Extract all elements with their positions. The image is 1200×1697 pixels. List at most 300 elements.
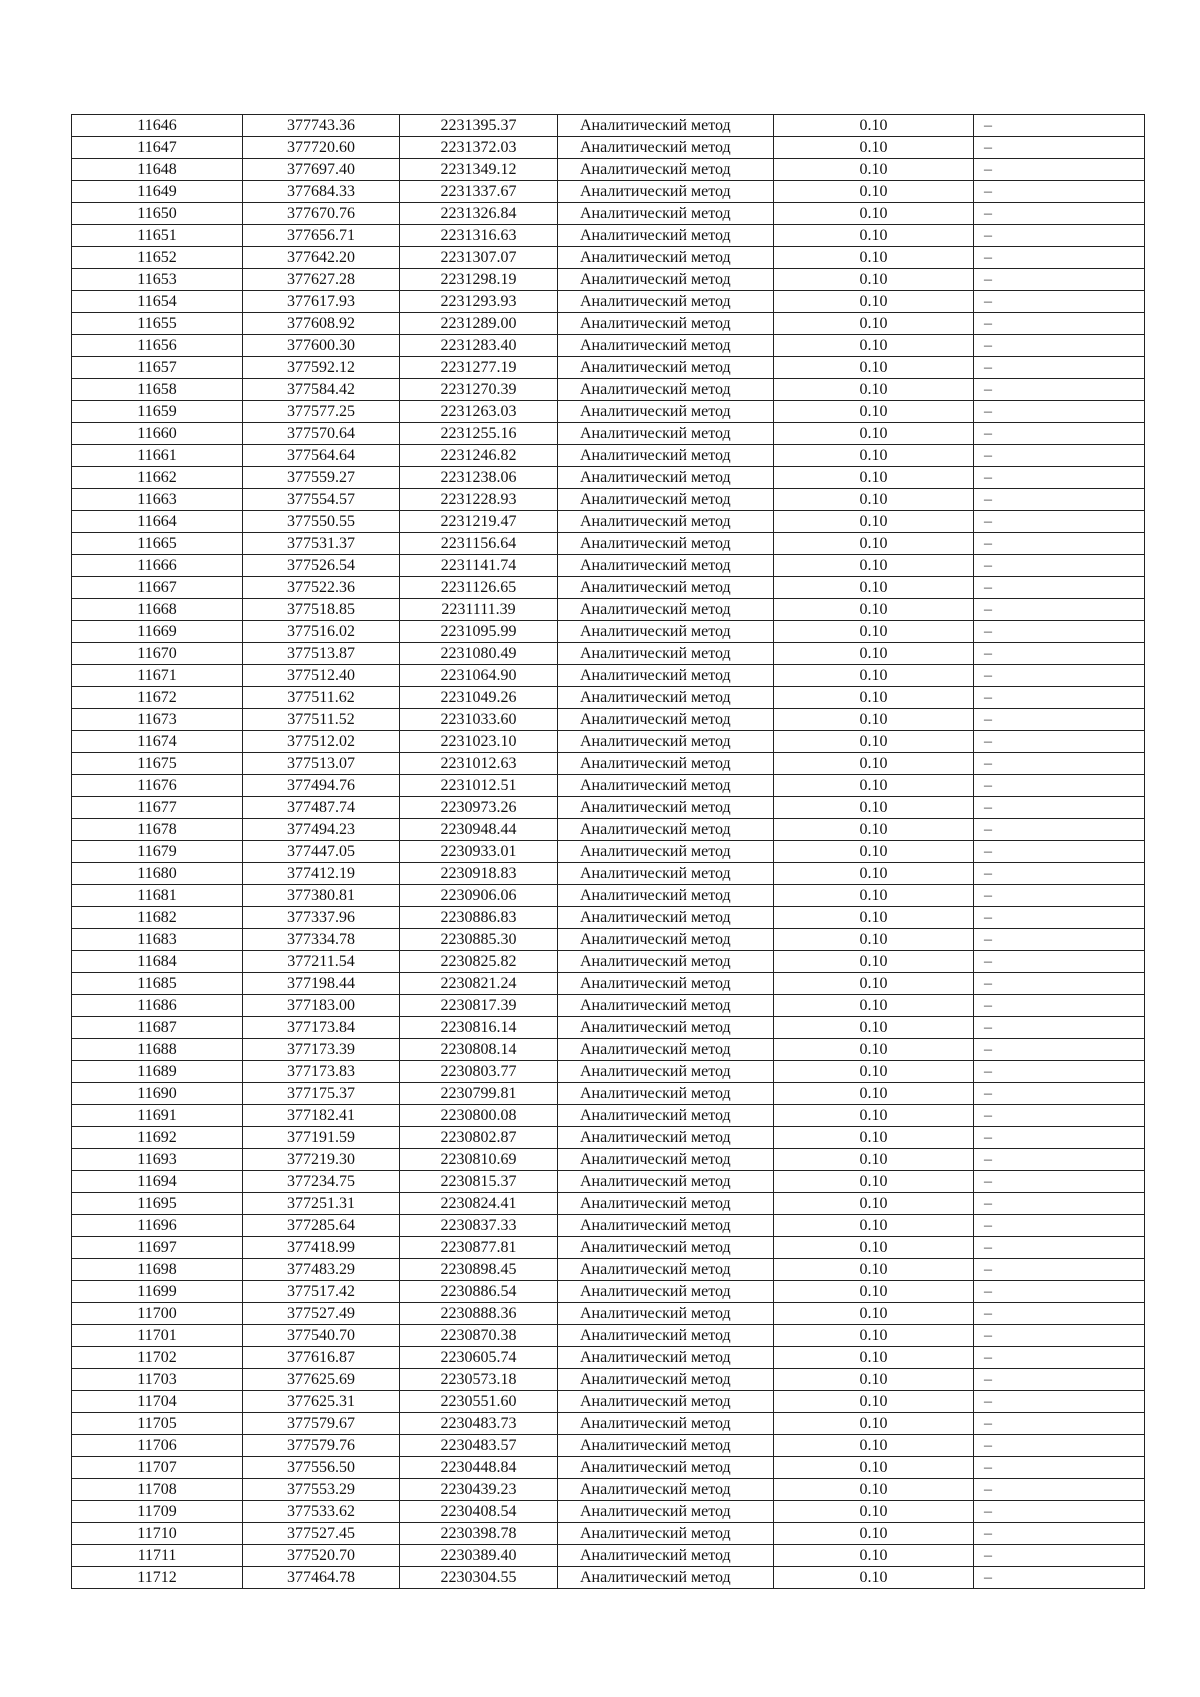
x-coordinate-cell: 377743.36 <box>243 115 400 137</box>
y-coordinate-cell: 2231156.64 <box>400 533 558 555</box>
note-cell: – <box>974 1413 1145 1435</box>
method-cell: Аналитический метод <box>558 951 774 973</box>
point-number-cell: 11704 <box>72 1391 243 1413</box>
point-number-cell: 11684 <box>72 951 243 973</box>
table-row <box>72 445 1145 467</box>
method-cell: Аналитический метод <box>558 797 774 819</box>
table-row <box>72 1039 1145 1061</box>
y-coordinate-cell: 2230389.40 <box>400 1545 558 1567</box>
accuracy-cell: 0.10 <box>774 357 974 379</box>
note-cell: – <box>974 929 1145 951</box>
method-cell: Аналитический метод <box>558 1237 774 1259</box>
y-coordinate-cell: 2231316.63 <box>400 225 558 247</box>
y-coordinate-cell: 2230483.57 <box>400 1435 558 1457</box>
note-cell: – <box>974 313 1145 335</box>
accuracy-cell: 0.10 <box>774 511 974 533</box>
y-coordinate-cell: 2231326.84 <box>400 203 558 225</box>
y-coordinate-cell: 2231219.47 <box>400 511 558 533</box>
point-number-cell: 11681 <box>72 885 243 907</box>
table-row <box>72 1215 1145 1237</box>
x-coordinate-cell: 377670.76 <box>243 203 400 225</box>
point-number-cell: 11702 <box>72 1347 243 1369</box>
table-row <box>72 357 1145 379</box>
note-cell: – <box>974 1193 1145 1215</box>
point-number-cell: 11659 <box>72 401 243 423</box>
point-number-cell: 11687 <box>72 1017 243 1039</box>
note-cell: – <box>974 467 1145 489</box>
point-number-cell: 11658 <box>72 379 243 401</box>
method-cell: Аналитический метод <box>558 1347 774 1369</box>
method-cell: Аналитический метод <box>558 1413 774 1435</box>
note-cell: – <box>974 247 1145 269</box>
x-coordinate-cell: 377175.37 <box>243 1083 400 1105</box>
method-cell: Аналитический метод <box>558 819 774 841</box>
point-number-cell: 11663 <box>72 489 243 511</box>
x-coordinate-cell: 377625.31 <box>243 1391 400 1413</box>
x-coordinate-cell: 377642.20 <box>243 247 400 269</box>
point-number-cell: 11650 <box>72 203 243 225</box>
method-cell: Аналитический метод <box>558 1303 774 1325</box>
y-coordinate-cell: 2230877.81 <box>400 1237 558 1259</box>
y-coordinate-cell: 2230448.84 <box>400 1457 558 1479</box>
note-cell: – <box>974 885 1145 907</box>
y-coordinate-cell: 2230933.01 <box>400 841 558 863</box>
x-coordinate-cell: 377512.02 <box>243 731 400 753</box>
note-cell: – <box>974 555 1145 577</box>
table-row <box>72 247 1145 269</box>
note-cell: – <box>974 1457 1145 1479</box>
table-row <box>72 1457 1145 1479</box>
x-coordinate-cell: 377513.07 <box>243 753 400 775</box>
note-cell: – <box>974 995 1145 1017</box>
point-number-cell: 11712 <box>72 1567 243 1589</box>
method-cell: Аналитический метод <box>558 313 774 335</box>
y-coordinate-cell: 2231289.00 <box>400 313 558 335</box>
point-number-cell: 11677 <box>72 797 243 819</box>
y-coordinate-cell: 2230398.78 <box>400 1523 558 1545</box>
method-cell: Аналитический метод <box>558 1523 774 1545</box>
note-cell: – <box>974 775 1145 797</box>
note-cell: – <box>974 907 1145 929</box>
x-coordinate-cell: 377380.81 <box>243 885 400 907</box>
accuracy-cell: 0.10 <box>774 1083 974 1105</box>
method-cell: Аналитический метод <box>558 775 774 797</box>
y-coordinate-cell: 2231033.60 <box>400 709 558 731</box>
y-coordinate-cell: 2230973.26 <box>400 797 558 819</box>
point-number-cell: 11691 <box>72 1105 243 1127</box>
y-coordinate-cell: 2230837.33 <box>400 1215 558 1237</box>
table-row <box>72 1259 1145 1281</box>
point-number-cell: 11688 <box>72 1039 243 1061</box>
y-coordinate-cell: 2231349.12 <box>400 159 558 181</box>
point-number-cell: 11709 <box>72 1501 243 1523</box>
point-number-cell: 11654 <box>72 291 243 313</box>
point-number-cell: 11669 <box>72 621 243 643</box>
accuracy-cell: 0.10 <box>774 819 974 841</box>
table-row <box>72 203 1145 225</box>
y-coordinate-cell: 2231337.67 <box>400 181 558 203</box>
y-coordinate-cell: 2231012.51 <box>400 775 558 797</box>
table-row <box>72 379 1145 401</box>
x-coordinate-cell: 377527.45 <box>243 1523 400 1545</box>
table-row <box>72 1281 1145 1303</box>
method-cell: Аналитический метод <box>558 1259 774 1281</box>
x-coordinate-cell: 377512.40 <box>243 665 400 687</box>
method-cell: Аналитический метод <box>558 1281 774 1303</box>
method-cell: Аналитический метод <box>558 1127 774 1149</box>
point-number-cell: 11686 <box>72 995 243 1017</box>
table-row <box>72 1347 1145 1369</box>
note-cell: – <box>974 599 1145 621</box>
point-number-cell: 11689 <box>72 1061 243 1083</box>
y-coordinate-cell: 2230886.54 <box>400 1281 558 1303</box>
x-coordinate-cell: 377553.29 <box>243 1479 400 1501</box>
x-coordinate-cell: 377418.99 <box>243 1237 400 1259</box>
method-cell: Аналитический метод <box>558 885 774 907</box>
method-cell: Аналитический метод <box>558 621 774 643</box>
note-cell: – <box>974 819 1145 841</box>
table-row <box>72 643 1145 665</box>
point-number-cell: 11655 <box>72 313 243 335</box>
y-coordinate-cell: 2230948.44 <box>400 819 558 841</box>
x-coordinate-cell: 377556.50 <box>243 1457 400 1479</box>
x-coordinate-cell: 377656.71 <box>243 225 400 247</box>
method-cell: Аналитический метод <box>558 1501 774 1523</box>
note-cell: – <box>974 1523 1145 1545</box>
table-row <box>72 1479 1145 1501</box>
table-row <box>72 1237 1145 1259</box>
table-row <box>72 621 1145 643</box>
method-cell: Аналитический метод <box>558 1545 774 1567</box>
x-coordinate-cell: 377516.02 <box>243 621 400 643</box>
point-number-cell: 11674 <box>72 731 243 753</box>
y-coordinate-cell: 2230918.83 <box>400 863 558 885</box>
x-coordinate-cell: 377183.00 <box>243 995 400 1017</box>
y-coordinate-cell: 2230803.77 <box>400 1061 558 1083</box>
point-number-cell: 11703 <box>72 1369 243 1391</box>
point-number-cell: 11696 <box>72 1215 243 1237</box>
accuracy-cell: 0.10 <box>774 995 974 1017</box>
accuracy-cell: 0.10 <box>774 1127 974 1149</box>
x-coordinate-cell: 377627.28 <box>243 269 400 291</box>
x-coordinate-cell: 377487.74 <box>243 797 400 819</box>
accuracy-cell: 0.10 <box>774 797 974 819</box>
note-cell: – <box>974 159 1145 181</box>
accuracy-cell: 0.10 <box>774 709 974 731</box>
note-cell: – <box>974 1017 1145 1039</box>
table-row <box>72 1171 1145 1193</box>
x-coordinate-cell: 377616.87 <box>243 1347 400 1369</box>
table-row <box>72 1105 1145 1127</box>
table-row <box>72 797 1145 819</box>
table-row <box>72 687 1145 709</box>
point-number-cell: 11648 <box>72 159 243 181</box>
table-row <box>72 1545 1145 1567</box>
table-row <box>72 225 1145 247</box>
note-cell: – <box>974 1039 1145 1061</box>
point-number-cell: 11701 <box>72 1325 243 1347</box>
point-number-cell: 11652 <box>72 247 243 269</box>
method-cell: Аналитический метод <box>558 643 774 665</box>
point-number-cell: 11710 <box>72 1523 243 1545</box>
accuracy-cell: 0.10 <box>774 1347 974 1369</box>
y-coordinate-cell: 2231080.49 <box>400 643 558 665</box>
x-coordinate-cell: 377600.30 <box>243 335 400 357</box>
accuracy-cell: 0.10 <box>774 1215 974 1237</box>
point-number-cell: 11694 <box>72 1171 243 1193</box>
accuracy-cell: 0.10 <box>774 885 974 907</box>
method-cell: Аналитический метод <box>558 1435 774 1457</box>
note-cell: – <box>974 511 1145 533</box>
method-cell: Аналитический метод <box>558 841 774 863</box>
y-coordinate-cell: 2230439.23 <box>400 1479 558 1501</box>
point-number-cell: 11657 <box>72 357 243 379</box>
method-cell: Аналитический метод <box>558 863 774 885</box>
method-cell: Аналитический метод <box>558 929 774 951</box>
note-cell: – <box>974 1479 1145 1501</box>
accuracy-cell: 0.10 <box>774 1545 974 1567</box>
y-coordinate-cell: 2230886.83 <box>400 907 558 929</box>
y-coordinate-cell: 2231095.99 <box>400 621 558 643</box>
note-cell: – <box>974 1435 1145 1457</box>
method-cell: Аналитический метод <box>558 1457 774 1479</box>
table-row <box>72 951 1145 973</box>
method-cell: Аналитический метод <box>558 709 774 731</box>
table-row <box>72 423 1145 445</box>
table-row <box>72 1435 1145 1457</box>
table-row <box>72 1193 1145 1215</box>
point-number-cell: 11664 <box>72 511 243 533</box>
note-cell: – <box>974 445 1145 467</box>
point-number-cell: 11698 <box>72 1259 243 1281</box>
y-coordinate-cell: 2230551.60 <box>400 1391 558 1413</box>
point-number-cell: 11668 <box>72 599 243 621</box>
accuracy-cell: 0.10 <box>774 731 974 753</box>
x-coordinate-cell: 377527.49 <box>243 1303 400 1325</box>
note-cell: – <box>974 1171 1145 1193</box>
accuracy-cell: 0.10 <box>774 115 974 137</box>
table-row <box>72 335 1145 357</box>
x-coordinate-cell: 377219.30 <box>243 1149 400 1171</box>
x-coordinate-cell: 377251.31 <box>243 1193 400 1215</box>
point-number-cell: 11656 <box>72 335 243 357</box>
y-coordinate-cell: 2231270.39 <box>400 379 558 401</box>
note-cell: – <box>974 137 1145 159</box>
point-number-cell: 11697 <box>72 1237 243 1259</box>
accuracy-cell: 0.10 <box>774 291 974 313</box>
method-cell: Аналитический метод <box>558 533 774 555</box>
table-row <box>72 819 1145 841</box>
note-cell: – <box>974 1545 1145 1567</box>
table-row <box>72 467 1145 489</box>
method-cell: Аналитический метод <box>558 401 774 423</box>
method-cell: Аналитический метод <box>558 225 774 247</box>
point-number-cell: 11708 <box>72 1479 243 1501</box>
note-cell: – <box>974 1303 1145 1325</box>
x-coordinate-cell: 377579.67 <box>243 1413 400 1435</box>
method-cell: Аналитический метод <box>558 1017 774 1039</box>
x-coordinate-cell: 377198.44 <box>243 973 400 995</box>
y-coordinate-cell: 2231064.90 <box>400 665 558 687</box>
note-cell: – <box>974 225 1145 247</box>
point-number-cell: 11679 <box>72 841 243 863</box>
table-row <box>72 291 1145 313</box>
note-cell: – <box>974 1281 1145 1303</box>
method-cell: Аналитический метод <box>558 423 774 445</box>
method-cell: Аналитический метод <box>558 577 774 599</box>
point-number-cell: 11660 <box>72 423 243 445</box>
x-coordinate-cell: 377447.05 <box>243 841 400 863</box>
y-coordinate-cell: 2231372.03 <box>400 137 558 159</box>
table-row <box>72 1501 1145 1523</box>
method-cell: Аналитический метод <box>558 665 774 687</box>
method-cell: Аналитический метод <box>558 291 774 313</box>
table-row <box>72 533 1145 555</box>
y-coordinate-cell: 2231238.06 <box>400 467 558 489</box>
y-coordinate-cell: 2230815.37 <box>400 1171 558 1193</box>
accuracy-cell: 0.10 <box>774 643 974 665</box>
accuracy-cell: 0.10 <box>774 1017 974 1039</box>
table-row <box>72 753 1145 775</box>
note-cell: – <box>974 863 1145 885</box>
x-coordinate-cell: 377285.64 <box>243 1215 400 1237</box>
accuracy-cell: 0.10 <box>774 533 974 555</box>
point-number-cell: 11695 <box>72 1193 243 1215</box>
accuracy-cell: 0.10 <box>774 599 974 621</box>
note-cell: – <box>974 841 1145 863</box>
x-coordinate-cell: 377494.23 <box>243 819 400 841</box>
point-number-cell: 11706 <box>72 1435 243 1457</box>
note-cell: – <box>974 753 1145 775</box>
table-row <box>72 709 1145 731</box>
table-row <box>72 489 1145 511</box>
x-coordinate-cell: 377526.54 <box>243 555 400 577</box>
table-row <box>72 1303 1145 1325</box>
y-coordinate-cell: 2231277.19 <box>400 357 558 379</box>
y-coordinate-cell: 2230885.30 <box>400 929 558 951</box>
accuracy-cell: 0.10 <box>774 1479 974 1501</box>
y-coordinate-cell: 2230888.36 <box>400 1303 558 1325</box>
accuracy-cell: 0.10 <box>774 1105 974 1127</box>
accuracy-cell: 0.10 <box>774 313 974 335</box>
y-coordinate-cell: 2231283.40 <box>400 335 558 357</box>
accuracy-cell: 0.10 <box>774 181 974 203</box>
method-cell: Аналитический метод <box>558 181 774 203</box>
point-number-cell: 11693 <box>72 1149 243 1171</box>
accuracy-cell: 0.10 <box>774 489 974 511</box>
x-coordinate-cell: 377191.59 <box>243 1127 400 1149</box>
method-cell: Аналитический метод <box>558 511 774 533</box>
method-cell: Аналитический метод <box>558 115 774 137</box>
x-coordinate-cell: 377517.42 <box>243 1281 400 1303</box>
method-cell: Аналитический метод <box>558 687 774 709</box>
method-cell: Аналитический метод <box>558 1215 774 1237</box>
x-coordinate-cell: 377511.52 <box>243 709 400 731</box>
accuracy-cell: 0.10 <box>774 555 974 577</box>
y-coordinate-cell: 2231298.19 <box>400 269 558 291</box>
method-cell: Аналитический метод <box>558 357 774 379</box>
note-cell: – <box>974 401 1145 423</box>
table-row <box>72 1017 1145 1039</box>
x-coordinate-cell: 377584.42 <box>243 379 400 401</box>
y-coordinate-cell: 2230870.38 <box>400 1325 558 1347</box>
y-coordinate-cell: 2230825.82 <box>400 951 558 973</box>
note-cell: – <box>974 335 1145 357</box>
x-coordinate-cell: 377173.84 <box>243 1017 400 1039</box>
table-row <box>72 1391 1145 1413</box>
x-coordinate-cell: 377173.83 <box>243 1061 400 1083</box>
x-coordinate-cell: 377511.62 <box>243 687 400 709</box>
accuracy-cell: 0.10 <box>774 1391 974 1413</box>
accuracy-cell: 0.10 <box>774 1237 974 1259</box>
y-coordinate-cell: 2230605.74 <box>400 1347 558 1369</box>
method-cell: Аналитический метод <box>558 445 774 467</box>
method-cell: Аналитический метод <box>558 1567 774 1589</box>
note-cell: – <box>974 797 1145 819</box>
method-cell: Аналитический метод <box>558 1479 774 1501</box>
note-cell: – <box>974 621 1145 643</box>
note-cell: – <box>974 951 1145 973</box>
y-coordinate-cell: 2231395.37 <box>400 115 558 137</box>
table-row <box>72 137 1145 159</box>
y-coordinate-cell: 2231246.82 <box>400 445 558 467</box>
accuracy-cell: 0.10 <box>774 907 974 929</box>
method-cell: Аналитический метод <box>558 379 774 401</box>
x-coordinate-cell: 377684.33 <box>243 181 400 203</box>
note-cell: – <box>974 1215 1145 1237</box>
table-row <box>72 665 1145 687</box>
x-coordinate-cell: 377550.55 <box>243 511 400 533</box>
x-coordinate-cell: 377211.54 <box>243 951 400 973</box>
point-number-cell: 11683 <box>72 929 243 951</box>
table-row <box>72 599 1145 621</box>
note-cell: – <box>974 1501 1145 1523</box>
table-row <box>72 269 1145 291</box>
method-cell: Аналитический метод <box>558 247 774 269</box>
table-row <box>72 1325 1145 1347</box>
y-coordinate-cell: 2231228.93 <box>400 489 558 511</box>
accuracy-cell: 0.10 <box>774 137 974 159</box>
note-cell: – <box>974 1105 1145 1127</box>
point-number-cell: 11667 <box>72 577 243 599</box>
note-cell: – <box>974 731 1145 753</box>
x-coordinate-cell: 377720.60 <box>243 137 400 159</box>
point-number-cell: 11675 <box>72 753 243 775</box>
accuracy-cell: 0.10 <box>774 775 974 797</box>
y-coordinate-cell: 2231255.16 <box>400 423 558 445</box>
table-row <box>72 115 1145 137</box>
point-number-cell: 11662 <box>72 467 243 489</box>
point-number-cell: 11700 <box>72 1303 243 1325</box>
x-coordinate-cell: 377173.39 <box>243 1039 400 1061</box>
method-cell: Аналитический метод <box>558 1149 774 1171</box>
method-cell: Аналитический метод <box>558 753 774 775</box>
method-cell: Аналитический метод <box>558 907 774 929</box>
point-number-cell: 11649 <box>72 181 243 203</box>
note-cell: – <box>974 1567 1145 1589</box>
table-row <box>72 841 1145 863</box>
accuracy-cell: 0.10 <box>774 335 974 357</box>
table-row <box>72 1523 1145 1545</box>
y-coordinate-cell: 2230304.55 <box>400 1567 558 1589</box>
note-cell: – <box>974 643 1145 665</box>
method-cell: Аналитический метод <box>558 1039 774 1061</box>
table-row <box>72 1567 1145 1589</box>
y-coordinate-cell: 2230906.06 <box>400 885 558 907</box>
method-cell: Аналитический метод <box>558 1061 774 1083</box>
table-row <box>72 995 1145 1017</box>
note-cell: – <box>974 1259 1145 1281</box>
